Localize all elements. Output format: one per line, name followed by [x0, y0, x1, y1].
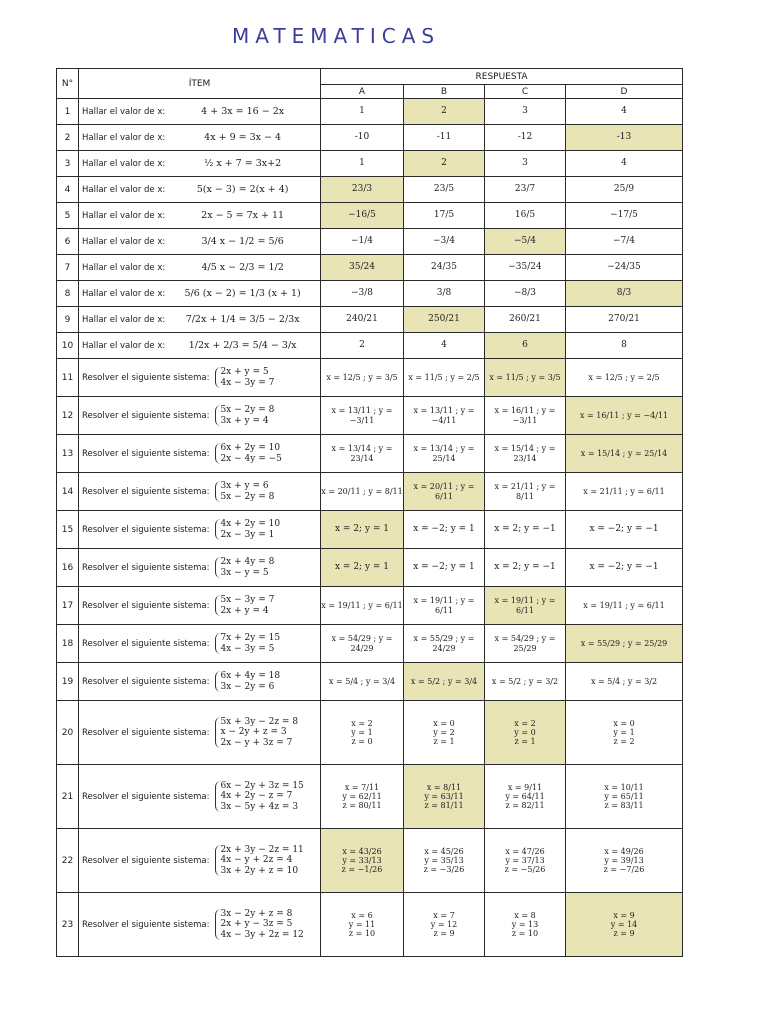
item-cell: [79, 473, 321, 511]
table-row: [57, 333, 683, 359]
header-option-d: D: [566, 85, 683, 99]
answer-option-b: 17/5: [404, 203, 485, 229]
item-label: Resolver el siguiente sistema:: [82, 791, 210, 802]
answer-option-b: x = 20/11 ; y = 6/11: [404, 473, 485, 511]
table-row: [57, 397, 683, 435]
item-content: [79, 443, 320, 464]
header-option-c: C: [485, 85, 566, 99]
answer-option-a: x = 2 y = 1 z = 0: [321, 701, 404, 765]
answer-option-a: 23/3: [321, 177, 404, 203]
item-label: Resolver el siguiente sistema:: [82, 638, 210, 649]
row-number: 21: [57, 765, 79, 829]
answer-option-d: 4: [566, 99, 683, 125]
answer-option-a: 35/24: [321, 255, 404, 281]
table-row: [57, 663, 683, 701]
row-number: 8: [57, 281, 79, 307]
item-content: [79, 595, 320, 616]
equation-system: [209, 595, 320, 616]
item-cell: [79, 549, 321, 587]
answer-option-a: −3/8: [321, 281, 404, 307]
answer-option-d: x = 5/4 ; y = 3/2: [566, 663, 683, 701]
item-content: [79, 340, 320, 351]
answer-option-a: x = 13/11 ; y = −3/11: [321, 397, 404, 435]
item-cell: [79, 625, 321, 663]
row-number: 13: [57, 435, 79, 473]
answer-option-d: x = −2; y = −1: [566, 511, 683, 549]
answer-option-c: 6: [485, 333, 566, 359]
table-row: [57, 473, 683, 511]
item-content: [79, 132, 320, 143]
item-content: [79, 405, 320, 426]
item-content: [79, 671, 320, 692]
answer-option-d: −17/5: [566, 203, 683, 229]
item-label: Resolver el siguiente sistema:: [82, 676, 210, 687]
answer-option-c: x = 47/26 y = 37/13 z = −5/26: [485, 829, 566, 893]
item-cell: [79, 829, 321, 893]
system-brace: 3x − 2y + z = 8 2x + y − 3z = 5 4x − 3y + 2z = 12: [215, 909, 303, 940]
row-number: 9: [57, 307, 79, 333]
row-number: 4: [57, 177, 79, 203]
item-content: [79, 236, 320, 247]
answer-option-b: x = 11/5 ; y = 2/5: [404, 359, 485, 397]
row-number: 7: [57, 255, 79, 281]
table-row: [57, 893, 683, 957]
row-number: 14: [57, 473, 79, 511]
table-row: [57, 203, 683, 229]
answer-option-d: x = −2; y = −1: [566, 549, 683, 587]
item-content: [79, 633, 320, 654]
page-title: MATEMATICAS: [232, 24, 441, 48]
equation-system: [209, 519, 320, 540]
row-number: 17: [57, 587, 79, 625]
answer-option-d: x = 9 y = 14 z = 9: [566, 893, 683, 957]
item-label: Hallar el valor de x:: [82, 106, 166, 117]
item-cell: [79, 307, 321, 333]
item-content: [79, 288, 320, 299]
item-content: [79, 781, 320, 812]
table-row: [57, 359, 683, 397]
system-brace: 2x + 3y − 2z = 11 4x − y + 2z = 4 3x + 2y + z = 10: [215, 845, 303, 876]
row-number: 2: [57, 125, 79, 151]
item-label: Resolver el siguiente sistema:: [82, 919, 210, 930]
table-row: [57, 511, 683, 549]
item-cell: [79, 397, 321, 435]
table-row: [57, 99, 683, 125]
equation-system: [209, 717, 320, 748]
answer-option-d: 8/3: [566, 281, 683, 307]
equation: 5(x − 3) = 2(x + 4): [196, 184, 289, 195]
item-cell: [79, 99, 321, 125]
answer-option-c: 16/5: [485, 203, 566, 229]
answer-option-d: -13: [566, 125, 683, 151]
item-label: Hallar el valor de x:: [82, 158, 166, 169]
table-row: [57, 125, 683, 151]
answer-option-a: 1: [321, 99, 404, 125]
item-content: [79, 717, 320, 748]
equation: ½ x + 7 = 3x+2: [204, 158, 282, 169]
item-cell: [79, 587, 321, 625]
item-cell: [79, 435, 321, 473]
answer-option-a: 1: [321, 151, 404, 177]
answer-option-d: 270/21: [566, 307, 683, 333]
system-brace: 4x + 2y = 10 2x − 3y = 1: [215, 519, 280, 540]
item-content: [79, 909, 320, 940]
item-cell: [79, 511, 321, 549]
answer-option-c: x = 11/5 ; y = 3/5: [485, 359, 566, 397]
equation: 5/6 (x − 2) = 1/3 (x + 1): [184, 288, 301, 299]
row-number: 20: [57, 701, 79, 765]
answer-option-b: −3/4: [404, 229, 485, 255]
answer-option-b: x = 19/11 ; y = 6/11: [404, 587, 485, 625]
answer-option-a: x = 2; y = 1: [321, 549, 404, 587]
item-content: [79, 481, 320, 502]
answer-option-c: x = 15/14 ; y = 23/14: [485, 435, 566, 473]
item-content: [79, 210, 320, 221]
answer-table: [56, 68, 683, 957]
table-row: [57, 587, 683, 625]
answer-option-a: x = 6 y = 11 z = 10: [321, 893, 404, 957]
item-label: Hallar el valor de x:: [82, 184, 166, 195]
equation: 2x − 5 = 7x + 11: [201, 210, 285, 221]
answer-option-d: x = 15/14 ; y = 25/14: [566, 435, 683, 473]
answer-option-b: 2: [404, 99, 485, 125]
item-label: Resolver el siguiente sistema:: [82, 410, 210, 421]
system-brace: 6x − 2y + 3z = 15 4x + 2y − z = 7 3x − 5y + 4z = 3: [215, 781, 303, 812]
row-number: 6: [57, 229, 79, 255]
table-row: [57, 307, 683, 333]
answer-option-c: x = 2 y = 0 z = 1: [485, 701, 566, 765]
answer-option-b: x = 13/14 ; y = 25/14: [404, 435, 485, 473]
item-label: Resolver el siguiente sistema:: [82, 372, 210, 383]
item-label: Resolver el siguiente sistema:: [82, 562, 210, 573]
table-row: [57, 229, 683, 255]
answer-option-a: x = 54/29 ; y = 24/29: [321, 625, 404, 663]
system-brace: 2x + 4y = 8 3x − y = 5: [215, 557, 274, 578]
item-label: Resolver el siguiente sistema:: [82, 486, 210, 497]
item-content: [79, 367, 320, 388]
row-number: 22: [57, 829, 79, 893]
item-label: Resolver el siguiente sistema:: [82, 855, 210, 866]
item-cell: [79, 229, 321, 255]
item-cell: [79, 701, 321, 765]
table-row: [57, 435, 683, 473]
row-number: 15: [57, 511, 79, 549]
item-cell: [79, 893, 321, 957]
answer-option-c: −8/3: [485, 281, 566, 307]
answer-option-a: x = 7/11 y = 62/11 z = 80/11: [321, 765, 404, 829]
row-number: 23: [57, 893, 79, 957]
answer-option-b: x = 13/11 ; y = −4/11: [404, 397, 485, 435]
answer-option-c: 3: [485, 151, 566, 177]
answer-option-d: x = 0 y = 1 z = 2: [566, 701, 683, 765]
answer-option-c: x = 2; y = −1: [485, 511, 566, 549]
answer-option-a: x = 19/11 ; y = 6/11: [321, 587, 404, 625]
answer-option-d: x = 16/11 ; y = −4/11: [566, 397, 683, 435]
equation-system: [209, 781, 320, 812]
answer-option-d: −7/4: [566, 229, 683, 255]
answer-option-b: x = −2; y = 1: [404, 511, 485, 549]
answer-option-c: x = 9/11 y = 64/11 z = 82/11: [485, 765, 566, 829]
item-cell: [79, 203, 321, 229]
answer-option-d: −24/35: [566, 255, 683, 281]
row-number: 5: [57, 203, 79, 229]
answer-option-b: x = 5/2 ; y = 3/4: [404, 663, 485, 701]
item-content: [79, 314, 320, 325]
answer-option-d: x = 21/11 ; y = 6/11: [566, 473, 683, 511]
answer-option-a: x = 5/4 ; y = 3/4: [321, 663, 404, 701]
answer-option-b: 24/35: [404, 255, 485, 281]
system-brace: 5x − 3y = 7 2x + y = 4: [215, 595, 274, 616]
system-brace: 7x + 2y = 15 4x − 3y = 5: [215, 633, 280, 654]
item-content: [79, 184, 320, 195]
table-row: [57, 549, 683, 587]
header-respuesta: RESPUESTA: [321, 69, 683, 85]
item-cell: [79, 281, 321, 307]
system-brace: 5x − 2y = 8 3x + y = 4: [215, 405, 274, 426]
table-body: [57, 99, 683, 957]
row-number: 18: [57, 625, 79, 663]
item-label: Hallar el valor de x:: [82, 314, 166, 325]
row-number: 3: [57, 151, 79, 177]
answer-option-b: 4: [404, 333, 485, 359]
table-row: [57, 177, 683, 203]
answer-option-b: x = 0 y = 2 z = 1: [404, 701, 485, 765]
answer-option-c: 23/7: [485, 177, 566, 203]
equation: 4x + 9 = 3x − 4: [204, 132, 282, 143]
table-row: [57, 255, 683, 281]
item-content: [79, 519, 320, 540]
answer-option-c: x = 21/11 ; y = 8/11: [485, 473, 566, 511]
answer-option-a: -10: [321, 125, 404, 151]
item-cell: [79, 255, 321, 281]
answer-option-a: −16/5: [321, 203, 404, 229]
answer-option-b: 2: [404, 151, 485, 177]
answer-option-b: x = 7 y = 12 z = 9: [404, 893, 485, 957]
answer-option-c: x = 2; y = −1: [485, 549, 566, 587]
header-option-b: B: [404, 85, 485, 99]
item-label: Hallar el valor de x:: [82, 288, 166, 299]
header-num: N°: [57, 69, 79, 99]
table-row: [57, 625, 683, 663]
answer-option-c: x = 19/11 ; y = 6/11: [485, 587, 566, 625]
item-content: [79, 262, 320, 273]
answer-option-b: x = −2; y = 1: [404, 549, 485, 587]
answer-option-b: 250/21: [404, 307, 485, 333]
system-brace: 5x + 3y − 2z = 8 x − 2y + z = 3 2x − y + 3z = 7: [215, 717, 298, 748]
answer-option-a: x = 13/14 ; y = 23/14: [321, 435, 404, 473]
row-number: 16: [57, 549, 79, 587]
answer-option-c: x = 5/2 ; y = 3/2: [485, 663, 566, 701]
item-label: Hallar el valor de x:: [82, 340, 166, 351]
equation-system: [209, 845, 320, 876]
answer-option-a: x = 2; y = 1: [321, 511, 404, 549]
answer-option-c: 3: [485, 99, 566, 125]
answer-option-c: x = 54/29 ; y = 25/29: [485, 625, 566, 663]
item-cell: [79, 359, 321, 397]
answer-option-b: x = 45/26 y = 35/13 z = −3/26: [404, 829, 485, 893]
answer-option-d: x = 10/11 y = 65/11 z = 83/11: [566, 765, 683, 829]
table-row: [57, 765, 683, 829]
table-row: [57, 701, 683, 765]
item-label: Hallar el valor de x:: [82, 210, 166, 221]
answer-option-d: x = 19/11 ; y = 6/11: [566, 587, 683, 625]
answer-option-d: 4: [566, 151, 683, 177]
answer-option-d: 8: [566, 333, 683, 359]
answer-option-d: x = 55/29 ; y = 25/29: [566, 625, 683, 663]
answer-option-d: 25/9: [566, 177, 683, 203]
equation: 3/4 x − 1/2 = 5/6: [201, 236, 284, 247]
item-cell: [79, 663, 321, 701]
equation: 4/5 x − 2/3 = 1/2: [201, 262, 284, 273]
answer-option-c: −35/24: [485, 255, 566, 281]
answer-option-c: −5/4: [485, 229, 566, 255]
equation-system: [209, 443, 320, 464]
item-content: [79, 557, 320, 578]
answer-option-c: x = 8 y = 13 z = 10: [485, 893, 566, 957]
answer-option-c: x = 16/11 ; y = −3/11: [485, 397, 566, 435]
item-cell: [79, 765, 321, 829]
answer-option-b: 23/5: [404, 177, 485, 203]
item-cell: [79, 333, 321, 359]
item-content: [79, 158, 320, 169]
item-label: Resolver el siguiente sistema:: [82, 600, 210, 611]
answer-option-d: x = 12/5 ; y = 2/5: [566, 359, 683, 397]
table-row: [57, 829, 683, 893]
answer-option-b: x = 8/11 y = 63/11 z = 81/11: [404, 765, 485, 829]
row-number: 19: [57, 663, 79, 701]
answer-option-b: -11: [404, 125, 485, 151]
table-row: [57, 151, 683, 177]
system-brace: 2x + y = 5 4x − 3y = 7: [215, 367, 274, 388]
item-content: [79, 106, 320, 117]
item-label: Resolver el siguiente sistema:: [82, 524, 210, 535]
answer-option-b: 3/8: [404, 281, 485, 307]
header-option-a: A: [321, 85, 404, 99]
equation: 1/2x + 2/3 = 5/4 − 3/x: [188, 340, 297, 351]
item-label: Resolver el siguiente sistema:: [82, 727, 210, 738]
equation: 7/2x + 1/4 = 3/5 − 2/3x: [185, 314, 300, 325]
equation-system: [209, 909, 320, 940]
item-label: Hallar el valor de x:: [82, 262, 166, 273]
answer-option-b: x = 55/29 ; y = 24/29: [404, 625, 485, 663]
item-cell: [79, 177, 321, 203]
item-label: Hallar el valor de x:: [82, 236, 166, 247]
equation-system: [209, 367, 320, 388]
header-item: ÍTEM: [79, 69, 321, 99]
row-number: 11: [57, 359, 79, 397]
answer-option-a: 240/21: [321, 307, 404, 333]
table-row: [57, 281, 683, 307]
answer-option-a: x = 12/5 ; y = 3/5: [321, 359, 404, 397]
item-label: Hallar el valor de x:: [82, 132, 166, 143]
equation-system: [209, 405, 320, 426]
answer-option-a: x = 43/26 y = 33/13 z = −1/26: [321, 829, 404, 893]
system-brace: 6x + 2y = 10 2x − 4y = −5: [215, 443, 281, 464]
answer-option-c: -12: [485, 125, 566, 151]
row-number: 1: [57, 99, 79, 125]
equation: 4 + 3x = 16 − 2x: [201, 106, 285, 117]
equation-system: [209, 557, 320, 578]
item-cell: [79, 151, 321, 177]
answer-option-a: −1/4: [321, 229, 404, 255]
system-brace: 6x + 4y = 18 3x − 2y = 6: [215, 671, 280, 692]
equation-system: [209, 671, 320, 692]
answer-option-a: 2: [321, 333, 404, 359]
item-cell: [79, 125, 321, 151]
equation-system: [209, 481, 320, 502]
item-content: [79, 845, 320, 876]
answer-option-d: x = 49/26 y = 39/13 z = −7/26: [566, 829, 683, 893]
row-number: 10: [57, 333, 79, 359]
item-label: Resolver el siguiente sistema:: [82, 448, 210, 459]
system-brace: 3x + y = 6 5x − 2y = 8: [215, 481, 274, 502]
row-number: 12: [57, 397, 79, 435]
answer-option-a: x = 20/11 ; y = 8/11: [321, 473, 404, 511]
equation-system: [209, 633, 320, 654]
answer-option-c: 260/21: [485, 307, 566, 333]
